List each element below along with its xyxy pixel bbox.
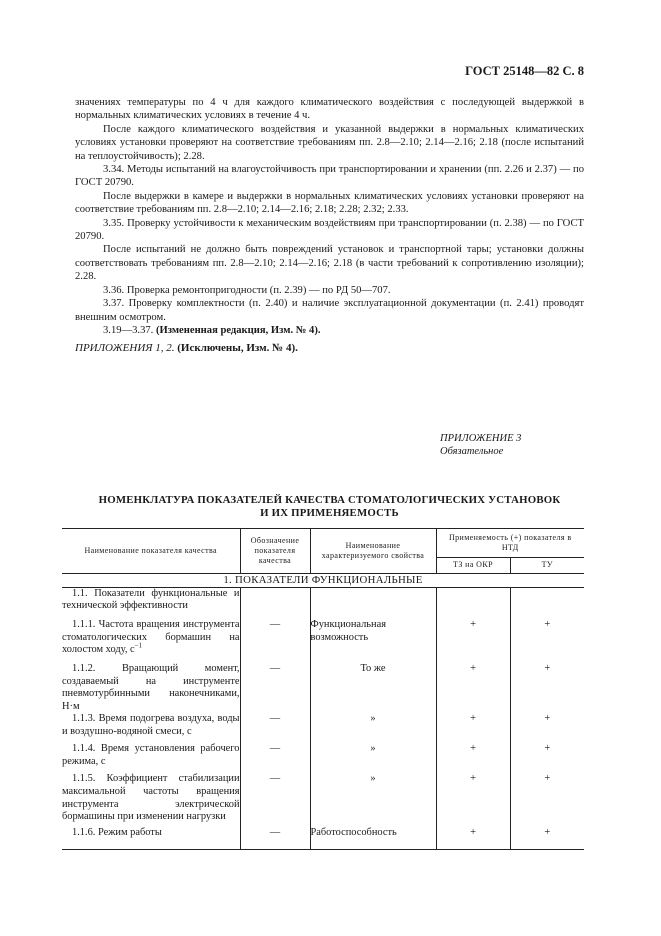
paragraph: 3.34. Методы испытаний на влагоустойчивость при транспортировании и хранении (пп. 2.26 и 2.37) — по ГОСТ 20790. xyxy=(75,164,584,189)
row-property: » xyxy=(310,773,436,827)
row-name: 1.1.2. Вращающий момент, создаваемый на инструменте пневмотурбинными наконечниками, Н·м xyxy=(62,663,240,712)
table-row xyxy=(62,743,584,773)
table-row xyxy=(62,827,584,849)
row-designation: — xyxy=(240,773,310,827)
body-text xyxy=(75,96,584,337)
row-tz: + xyxy=(436,713,510,743)
row-property: » xyxy=(310,713,436,743)
row-name: 1.1.4. Время установления рабочего режима, с xyxy=(62,743,240,773)
row-designation: — xyxy=(240,743,310,773)
appendices-removed-note xyxy=(75,342,298,354)
appendices-removed-label: ПРИЛОЖЕНИЯ 1, 2. xyxy=(75,342,175,354)
header-applicability: Применяемость (+) показателя в НТД xyxy=(436,529,584,558)
row-designation: — xyxy=(240,619,310,663)
row-property: » xyxy=(310,743,436,773)
row-tu: + xyxy=(544,619,551,631)
row-tu: + xyxy=(544,773,551,785)
table-title-line-1: НОМЕНКЛАТУРА ПОКАЗАТЕЛЕЙ КАЧЕСТВА СТОМАТОЛОГИЧЕСКИХ УСТАНОВОК xyxy=(98,494,561,506)
paragraph: 3.37. Проверку комплектности (п. 2.40) и наличие эксплуатационной документации (п. 2.41) проводят внешним осмотром. xyxy=(75,298,584,323)
group-label: 1.1. Показатели функциональные и технической эффективности xyxy=(62,587,240,619)
row-designation: — xyxy=(240,827,310,849)
paragraph: значениях температуры по 4 ч для каждого климатического воздействия с последующей выдержкой в нормальных климатических условиях в течение 4 ч. xyxy=(75,97,584,122)
appendix-3-title: ПРИЛОЖЕНИЕ 3 xyxy=(440,433,522,444)
table-title xyxy=(75,494,584,520)
row-designation: — xyxy=(240,713,310,743)
paragraph: После выдержки в камере и выдержки в нормальных климатических условиях установки проверяют на соответствие требованиям пп. 2.8—2.10; 2.14—2.16; 2.18; 2.28; 2.32; 2.33. xyxy=(75,190,584,216)
section-heading: 1. ПОКАЗАТЕЛИ ФУНКЦИОНАЛЬНЫЕ xyxy=(62,574,584,588)
table-title-line-2: И ИХ ПРИМЕНЯЕМОСТЬ xyxy=(260,507,399,519)
header-designation: Обозначение показателя качества xyxy=(240,529,310,574)
row-property: Работоспособность xyxy=(310,827,436,849)
header-property: Наименование характеризуемого свойства xyxy=(310,529,436,574)
table-row xyxy=(62,619,584,663)
paragraph: 3.36. Проверка ремонтопригодности (п. 2.39) — по РД 50—707. xyxy=(103,284,391,296)
row-tz: + xyxy=(436,663,510,713)
appendices-removed-bold: (Исключены, Изм. № 4). xyxy=(177,342,298,354)
appendix-3-label xyxy=(440,432,584,458)
nomenclature-table xyxy=(62,528,584,850)
page-header: ГОСТ 25148—82 С. 8 xyxy=(465,64,584,78)
row-designation: — xyxy=(240,663,310,713)
header-tu: ТУ xyxy=(510,557,584,573)
paragraph: После каждого климатического воздействия и указанной выдержки в нормальных климатических условиях установки проверяют на соответствие требованиям пп. 2.8—2.10; 2.14—2.16; 2.18 (после испытаний на теплоустойчивость); 2.28. xyxy=(75,123,584,162)
table-row xyxy=(62,663,584,713)
appendix-3-status: Обязательное xyxy=(440,446,504,457)
row-name: 1.1.5. Коэффициент стабилизации максимальной частоты вращения инструмента электрической бормашины при изменении нагрузки xyxy=(62,773,240,827)
row-tu: + xyxy=(544,663,551,675)
row-tu: + xyxy=(544,713,551,725)
row-tu: + xyxy=(544,743,551,755)
amendment-bold: (Измененная редакция, Изм. № 4). xyxy=(155,324,321,336)
row-name: 1.1.6. Режим работы xyxy=(62,827,240,849)
amendment-note xyxy=(75,324,584,337)
amendment-prefix: 3.19—3.37. xyxy=(103,324,156,336)
row-tu: + xyxy=(510,827,584,849)
row-name: 1.1.1. Частота вращения инструмента стоматологических бормашин на холостом ходу, $с^{-1}$ xyxy=(62,619,240,663)
table-row xyxy=(62,773,584,827)
row-property: То же xyxy=(310,663,436,713)
row-name: 1.1.3. Время подогрева воздуха, воды и воздушно-водяной смеси, с xyxy=(62,713,240,743)
table-row xyxy=(62,713,584,743)
header-name: Наименование показателя качества xyxy=(62,529,240,574)
row-tz: + xyxy=(436,619,510,663)
row-tz: + xyxy=(436,743,510,773)
paragraph: 3.35. Проверку устойчивости к механическим воздействиям при транспортировании (п. 2.38) — по ГОСТ 20790. xyxy=(75,217,584,243)
row-property: Функциональная возможность xyxy=(310,619,436,663)
row-tz: + xyxy=(436,827,510,849)
header-tz: ТЗ на ОКР xyxy=(436,557,510,573)
row-tz: + xyxy=(436,773,510,827)
paragraph: После испытаний не должно быть повреждений установок и транспортной тары; установки должны соответствовать требованиям пп. 2.8—2.10; 2.14—2.16; 2.18 (в части требований к сопротивлению изоляции); 2.28. xyxy=(75,244,584,283)
